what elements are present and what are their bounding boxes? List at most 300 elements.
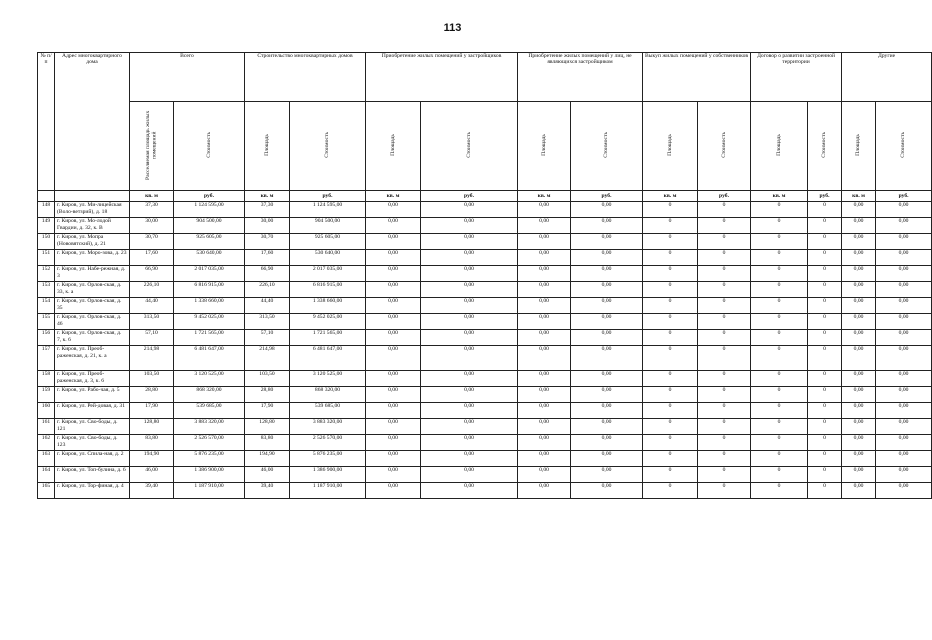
table-row bbox=[38, 314, 932, 330]
row-value: 0 bbox=[643, 371, 698, 387]
row-number: 157 bbox=[38, 346, 55, 371]
row-value: 0 bbox=[643, 467, 698, 483]
unit-cell: кв. м bbox=[751, 191, 808, 202]
row-value: 0,00 bbox=[876, 346, 932, 371]
row-value: 0,00 bbox=[421, 451, 518, 467]
row-value: 6 481 647,00 bbox=[290, 346, 366, 371]
table-row bbox=[38, 218, 932, 234]
row-value: 37,30 bbox=[130, 202, 174, 218]
row-value: 194,90 bbox=[130, 451, 174, 467]
row-value: 17,90 bbox=[245, 403, 290, 419]
row-value: 868 320,00 bbox=[290, 387, 366, 403]
row-value: 0,00 bbox=[876, 371, 932, 387]
row-value: 0 bbox=[698, 483, 751, 499]
row-value: 0,00 bbox=[518, 451, 571, 467]
row-number: 151 bbox=[38, 250, 55, 266]
row-value: 0,00 bbox=[421, 202, 518, 218]
row-number: 160 bbox=[38, 403, 55, 419]
row-value: 0 bbox=[808, 467, 842, 483]
row-number: 148 bbox=[38, 202, 55, 218]
row-value: 0,00 bbox=[421, 314, 518, 330]
row-value: 0 bbox=[751, 451, 808, 467]
row-address: г. Киров, ул. Орлов-ская, д. 33, к. а bbox=[55, 282, 130, 298]
row-value: 0 bbox=[643, 387, 698, 403]
row-value: 0,00 bbox=[571, 346, 643, 371]
row-value: 1 386 900,00 bbox=[174, 467, 245, 483]
row-value: 6 816 915,00 bbox=[290, 282, 366, 298]
row-value: 0,00 bbox=[366, 314, 421, 330]
header-sub-row bbox=[38, 102, 932, 191]
row-value: 2 017 035,00 bbox=[174, 266, 245, 282]
row-value: 83,80 bbox=[245, 435, 290, 451]
row-value: 9 452 025,00 bbox=[290, 314, 366, 330]
row-number: 150 bbox=[38, 234, 55, 250]
row-value: 0,00 bbox=[571, 234, 643, 250]
unit-cell: кв. м bbox=[842, 191, 876, 202]
row-value: 0 bbox=[698, 202, 751, 218]
row-value: 0,00 bbox=[421, 483, 518, 499]
row-value: 0 bbox=[698, 403, 751, 419]
row-value: 0,00 bbox=[366, 371, 421, 387]
row-address: г. Киров, ул. Орлов-ская, д. 35 bbox=[55, 298, 130, 314]
row-value: 1 187 910,00 bbox=[174, 483, 245, 499]
row-value: 0 bbox=[751, 234, 808, 250]
table-row bbox=[38, 387, 932, 403]
row-value: 0,00 bbox=[366, 346, 421, 371]
row-value: 0,00 bbox=[421, 250, 518, 266]
row-value: 0,00 bbox=[876, 218, 932, 234]
table-row bbox=[38, 298, 932, 314]
row-number: 153 bbox=[38, 282, 55, 298]
table-row bbox=[38, 346, 932, 371]
group-total-header: Всего bbox=[130, 53, 245, 102]
unit-cell: руб. bbox=[876, 191, 932, 202]
sub-header: Площадь bbox=[751, 102, 808, 191]
row-value: 3 120 525,00 bbox=[290, 371, 366, 387]
sub-header: Стоимость bbox=[290, 102, 366, 191]
row-value: 0,00 bbox=[571, 451, 643, 467]
row-address: г. Киров, ул. Спила-ная, д. 2 bbox=[55, 451, 130, 467]
sub-header: Стоимость bbox=[174, 102, 245, 191]
row-value: 0,00 bbox=[842, 403, 876, 419]
row-value: 0 bbox=[643, 282, 698, 298]
row-address: г. Киров, ул. Набе-режная, д. 3 bbox=[55, 266, 130, 282]
unit-cell: руб. bbox=[808, 191, 842, 202]
unit-cell: руб. bbox=[174, 191, 245, 202]
col-number-header: № п/п bbox=[38, 53, 55, 191]
unit-cell: кв. м bbox=[518, 191, 571, 202]
sub-header: Площадь bbox=[518, 102, 571, 191]
row-value: 0,00 bbox=[842, 234, 876, 250]
row-value: 0 bbox=[698, 346, 751, 371]
row-value: 0,00 bbox=[842, 202, 876, 218]
row-value: 0 bbox=[698, 467, 751, 483]
row-value: 17,90 bbox=[130, 403, 174, 419]
row-value: 0,00 bbox=[842, 218, 876, 234]
row-value: 0,00 bbox=[421, 282, 518, 298]
row-value: 0,00 bbox=[518, 467, 571, 483]
group-nondeveloper-purchase-header: Приобретение жилых помещений у лиц, не являющихся застройщиком bbox=[518, 53, 643, 102]
row-value: 0,00 bbox=[366, 451, 421, 467]
row-value: 0,00 bbox=[842, 467, 876, 483]
sub-header: Стоимость bbox=[698, 102, 751, 191]
row-value: 0,00 bbox=[842, 371, 876, 387]
row-value: 0,00 bbox=[571, 266, 643, 282]
row-value: 0 bbox=[751, 298, 808, 314]
row-value: 0,00 bbox=[421, 387, 518, 403]
unit-cell: кв. м bbox=[366, 191, 421, 202]
row-value: 0,00 bbox=[518, 202, 571, 218]
row-value: 0 bbox=[698, 451, 751, 467]
row-value: 0 bbox=[751, 314, 808, 330]
sub-header: Стоимость bbox=[808, 102, 842, 191]
row-value: 0,00 bbox=[571, 202, 643, 218]
row-value: 0 bbox=[751, 250, 808, 266]
row-value: 0,00 bbox=[421, 298, 518, 314]
row-value: 0,00 bbox=[421, 419, 518, 435]
row-value: 103,50 bbox=[130, 371, 174, 387]
row-value: 17,60 bbox=[245, 250, 290, 266]
row-value: 57,10 bbox=[130, 330, 174, 346]
row-value: 9 452 025,00 bbox=[174, 314, 245, 330]
row-number: 161 bbox=[38, 419, 55, 435]
row-value: 1 187 910,00 bbox=[290, 483, 366, 499]
table-row bbox=[38, 234, 932, 250]
row-value: 539 685,00 bbox=[174, 403, 245, 419]
row-value: 0 bbox=[643, 250, 698, 266]
row-value: 0 bbox=[643, 266, 698, 282]
row-value: 37,30 bbox=[245, 202, 290, 218]
row-value: 0,00 bbox=[518, 387, 571, 403]
row-value: 0,00 bbox=[366, 435, 421, 451]
row-value: 0,00 bbox=[571, 419, 643, 435]
row-value: 0,00 bbox=[518, 371, 571, 387]
row-value: 0,00 bbox=[876, 435, 932, 451]
row-value: 0 bbox=[751, 467, 808, 483]
row-address: г. Киров, ул. Ми-лицейская (Воло-ветзрий), д. 18 bbox=[55, 202, 130, 218]
row-value: 0 bbox=[808, 298, 842, 314]
row-value: 30,70 bbox=[245, 234, 290, 250]
row-value: 1 338 660,00 bbox=[290, 298, 366, 314]
unit-cell: руб. bbox=[290, 191, 366, 202]
row-value: 0,00 bbox=[571, 371, 643, 387]
row-value: 1 721 565,00 bbox=[290, 330, 366, 346]
resettlement-table bbox=[37, 52, 932, 499]
row-value: 0 bbox=[643, 330, 698, 346]
row-value: 0,00 bbox=[421, 467, 518, 483]
row-value: 0,00 bbox=[876, 234, 932, 250]
sub-header: Расселяемая площадь жилых помещений bbox=[130, 102, 174, 191]
row-value: 1 386 900,00 bbox=[290, 467, 366, 483]
row-value: 0,00 bbox=[876, 330, 932, 346]
row-number: 163 bbox=[38, 451, 55, 467]
row-number: 156 bbox=[38, 330, 55, 346]
sub-header: Площадь bbox=[366, 102, 421, 191]
row-address: г. Киров, ул. Преоб-раженская, д. 21, к. а bbox=[55, 346, 130, 371]
group-developer-purchase-header: Приобретение жилых помещений у застройщиков bbox=[366, 53, 518, 102]
row-value: 3 883 320,00 bbox=[174, 419, 245, 435]
group-other-header: Другие bbox=[842, 53, 932, 102]
row-value: 6 481 647,00 bbox=[174, 346, 245, 371]
group-territory-header: Договор о развитии застроенной территории bbox=[751, 53, 842, 102]
row-value: 0 bbox=[808, 371, 842, 387]
row-value: 5 876 235,00 bbox=[174, 451, 245, 467]
row-address: г. Киров, ул. Топ-булина, д. 6 bbox=[55, 467, 130, 483]
sub-header: Площадь bbox=[245, 102, 290, 191]
row-value: 0 bbox=[751, 346, 808, 371]
row-value: 0 bbox=[698, 419, 751, 435]
units-blank bbox=[55, 191, 130, 202]
table-row bbox=[38, 403, 932, 419]
row-value: 0,00 bbox=[571, 250, 643, 266]
row-value: 0,00 bbox=[518, 250, 571, 266]
unit-cell: кв. м bbox=[245, 191, 290, 202]
unit-cell: руб. bbox=[571, 191, 643, 202]
row-value: 0 bbox=[751, 266, 808, 282]
row-value: 0,00 bbox=[571, 387, 643, 403]
row-value: 0,00 bbox=[421, 435, 518, 451]
row-address: г. Киров, ул. Тор-финая, д. 4 bbox=[55, 483, 130, 499]
row-address: г. Киров, ул. Сво-боды, д. 121 bbox=[55, 419, 130, 435]
row-value: 128,80 bbox=[130, 419, 174, 435]
row-value: 0 bbox=[643, 451, 698, 467]
row-number: 149 bbox=[38, 218, 55, 234]
row-value: 0 bbox=[698, 218, 751, 234]
row-value: 2 526 570,00 bbox=[290, 435, 366, 451]
row-value: 103,50 bbox=[245, 371, 290, 387]
row-value: 0,00 bbox=[518, 483, 571, 499]
units-row bbox=[38, 191, 932, 202]
row-value: 0,00 bbox=[571, 314, 643, 330]
row-value: 0,00 bbox=[366, 298, 421, 314]
row-value: 0,00 bbox=[842, 314, 876, 330]
row-value: 0 bbox=[698, 387, 751, 403]
row-value: 0,00 bbox=[421, 234, 518, 250]
unit-cell: руб. bbox=[698, 191, 751, 202]
row-value: 0,00 bbox=[876, 282, 932, 298]
row-value: 0 bbox=[643, 483, 698, 499]
sub-header: Стоимость bbox=[421, 102, 518, 191]
row-value: 0,00 bbox=[518, 282, 571, 298]
row-value: 28,80 bbox=[130, 387, 174, 403]
row-value: 0 bbox=[698, 371, 751, 387]
row-value: 0,00 bbox=[518, 419, 571, 435]
row-value: 0,00 bbox=[876, 266, 932, 282]
row-value: 0 bbox=[643, 298, 698, 314]
row-number: 159 bbox=[38, 387, 55, 403]
row-value: 1 124 595,00 bbox=[290, 202, 366, 218]
unit-cell: кв. м bbox=[130, 191, 174, 202]
row-value: 0,00 bbox=[366, 250, 421, 266]
row-value: 3 120 525,00 bbox=[174, 371, 245, 387]
table-row bbox=[38, 202, 932, 218]
row-value: 0,00 bbox=[421, 371, 518, 387]
row-value: 214,98 bbox=[130, 346, 174, 371]
row-value: 0,00 bbox=[842, 298, 876, 314]
row-value: 0,00 bbox=[842, 266, 876, 282]
row-value: 0,00 bbox=[366, 266, 421, 282]
row-address: г. Киров, ул. Мо-лодой Гвардии, д. 32, к. В bbox=[55, 218, 130, 234]
row-value: 0 bbox=[643, 314, 698, 330]
row-value: 0,00 bbox=[571, 483, 643, 499]
row-value: 0 bbox=[808, 451, 842, 467]
row-value: 0 bbox=[643, 234, 698, 250]
page-number: 113 bbox=[443, 22, 462, 34]
row-value: 0 bbox=[698, 298, 751, 314]
row-address: г. Киров, ул. Рабо-чая, д. 5 bbox=[55, 387, 130, 403]
row-value: 0 bbox=[643, 419, 698, 435]
row-value: 0,00 bbox=[876, 250, 932, 266]
row-value: 868 320,00 bbox=[174, 387, 245, 403]
row-value: 30,70 bbox=[130, 234, 174, 250]
row-value: 0 bbox=[643, 218, 698, 234]
sub-header: Стоимость bbox=[876, 102, 932, 191]
table-row bbox=[38, 330, 932, 346]
table-row bbox=[38, 266, 932, 282]
row-value: 0 bbox=[751, 282, 808, 298]
row-value: 39,40 bbox=[245, 483, 290, 499]
row-value: 226,10 bbox=[130, 282, 174, 298]
row-value: 0 bbox=[808, 202, 842, 218]
row-value: 226,10 bbox=[245, 282, 290, 298]
row-value: 0,00 bbox=[518, 298, 571, 314]
row-value: 0 bbox=[643, 435, 698, 451]
row-value: 0,00 bbox=[366, 387, 421, 403]
row-value: 313,50 bbox=[130, 314, 174, 330]
row-number: 165 bbox=[38, 483, 55, 499]
row-value: 0 bbox=[808, 403, 842, 419]
row-value: 44,40 bbox=[130, 298, 174, 314]
row-value: 0 bbox=[808, 250, 842, 266]
row-value: 0,00 bbox=[366, 483, 421, 499]
row-value: 0,00 bbox=[876, 483, 932, 499]
table-row bbox=[38, 371, 932, 387]
row-value: 0 bbox=[698, 435, 751, 451]
row-value: 0 bbox=[751, 419, 808, 435]
row-value: 904 500,00 bbox=[290, 218, 366, 234]
row-value: 0,00 bbox=[366, 202, 421, 218]
row-value: 194,90 bbox=[245, 451, 290, 467]
row-value: 530 640,00 bbox=[174, 250, 245, 266]
row-value: 925 605,00 bbox=[290, 234, 366, 250]
row-value: 2 017 035,00 bbox=[290, 266, 366, 282]
row-value: 530 640,00 bbox=[290, 250, 366, 266]
sub-header: Площадь bbox=[643, 102, 698, 191]
row-value: 0,00 bbox=[842, 330, 876, 346]
row-value: 0,00 bbox=[876, 387, 932, 403]
row-value: 0,00 bbox=[421, 266, 518, 282]
row-value: 0,00 bbox=[571, 298, 643, 314]
row-value: 0 bbox=[643, 403, 698, 419]
row-value: 0 bbox=[751, 330, 808, 346]
row-value: 0 bbox=[808, 419, 842, 435]
row-value: 66,90 bbox=[130, 266, 174, 282]
row-number: 162 bbox=[38, 435, 55, 451]
row-value: 0 bbox=[643, 346, 698, 371]
group-buyout-header: Выкуп жилых помещений у собственников bbox=[643, 53, 751, 102]
row-value: 0,00 bbox=[876, 298, 932, 314]
row-value: 313,50 bbox=[245, 314, 290, 330]
row-value: 0,00 bbox=[842, 282, 876, 298]
row-value: 0,00 bbox=[571, 403, 643, 419]
table-row bbox=[38, 435, 932, 451]
row-value: 57,10 bbox=[245, 330, 290, 346]
row-value: 0,00 bbox=[842, 451, 876, 467]
row-value: 0 bbox=[751, 387, 808, 403]
row-value: 5 876 235,00 bbox=[290, 451, 366, 467]
row-value: 904 500,00 bbox=[174, 218, 245, 234]
row-address: г. Киров, ул. Мопра (Нововятский), д. 21 bbox=[55, 234, 130, 250]
table-row bbox=[38, 467, 932, 483]
row-value: 0 bbox=[698, 314, 751, 330]
row-value: 1 124 595,00 bbox=[174, 202, 245, 218]
units-blank bbox=[38, 191, 55, 202]
row-value: 0,00 bbox=[366, 467, 421, 483]
row-value: 0,00 bbox=[876, 467, 932, 483]
row-value: 0 bbox=[698, 282, 751, 298]
row-value: 0,00 bbox=[366, 218, 421, 234]
row-value: 0,00 bbox=[518, 218, 571, 234]
row-value: 0 bbox=[698, 330, 751, 346]
table-row bbox=[38, 451, 932, 467]
row-value: 0,00 bbox=[876, 451, 932, 467]
row-value: 0,00 bbox=[842, 250, 876, 266]
row-value: 30,00 bbox=[245, 218, 290, 234]
row-value: 28,80 bbox=[245, 387, 290, 403]
sub-header: Стоимость bbox=[571, 102, 643, 191]
row-value: 46,00 bbox=[245, 467, 290, 483]
row-value: 0,00 bbox=[366, 234, 421, 250]
row-value: 46,00 bbox=[130, 467, 174, 483]
row-value: 0,00 bbox=[518, 403, 571, 419]
row-value: 0,00 bbox=[842, 483, 876, 499]
row-value: 0 bbox=[808, 435, 842, 451]
unit-cell: кв. м bbox=[643, 191, 698, 202]
row-value: 0 bbox=[751, 218, 808, 234]
unit-cell: руб. bbox=[421, 191, 518, 202]
row-value: 0 bbox=[808, 266, 842, 282]
row-value: 0,00 bbox=[842, 387, 876, 403]
row-value: 0 bbox=[751, 371, 808, 387]
table-row bbox=[38, 483, 932, 499]
row-address: г. Киров, ул. Сво-боды, д. 123 bbox=[55, 435, 130, 451]
row-number: 164 bbox=[38, 467, 55, 483]
row-value: 0,00 bbox=[421, 403, 518, 419]
row-value: 0 bbox=[808, 330, 842, 346]
row-number: 155 bbox=[38, 314, 55, 330]
row-value: 0 bbox=[698, 234, 751, 250]
row-value: 0 bbox=[808, 346, 842, 371]
row-value: 0,00 bbox=[366, 403, 421, 419]
row-value: 0,00 bbox=[571, 282, 643, 298]
row-address: г. Киров, ул. Моро-зова, д. 23 bbox=[55, 250, 130, 266]
row-value: 0,00 bbox=[421, 346, 518, 371]
row-address: г. Киров, ул. Преоб-раженская, д. 3, к. 6 bbox=[55, 371, 130, 387]
row-value: 0,00 bbox=[571, 467, 643, 483]
row-value: 2 526 570,00 bbox=[174, 435, 245, 451]
header-group-row bbox=[38, 53, 932, 102]
row-value: 0,00 bbox=[571, 330, 643, 346]
row-value: 0,00 bbox=[518, 346, 571, 371]
row-value: 0,00 bbox=[842, 435, 876, 451]
table-row bbox=[38, 282, 932, 298]
row-value: 0,00 bbox=[876, 403, 932, 419]
row-value: 925 605,00 bbox=[174, 234, 245, 250]
row-value: 0,00 bbox=[842, 346, 876, 371]
row-value: 0,00 bbox=[518, 266, 571, 282]
group-construction-header: Строительство многоквартирных домов bbox=[245, 53, 366, 102]
row-value: 0 bbox=[808, 234, 842, 250]
